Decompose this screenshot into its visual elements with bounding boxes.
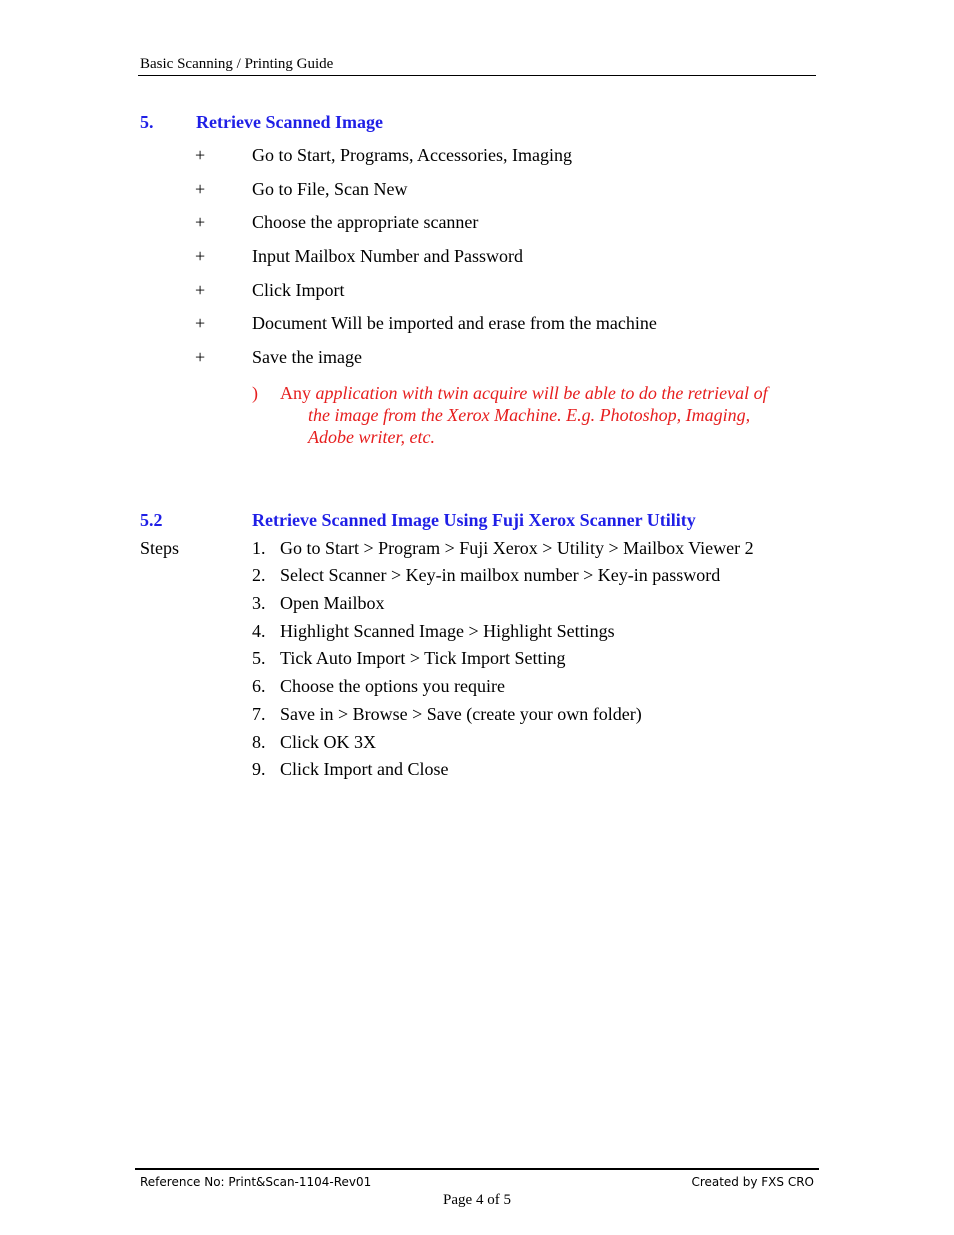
- note-line-3: Adobe writer, etc.: [308, 427, 435, 447]
- step-text: Highlight Scanned Image > Highlight Settings: [280, 621, 615, 641]
- step-number: 1.: [252, 538, 266, 558]
- section-5-number: 5.: [140, 112, 154, 132]
- step-text: Open Mailbox: [280, 593, 385, 613]
- bullet-item: Go to Start, Programs, Accessories, Imaging: [252, 145, 572, 165]
- running-header: Basic Scanning / Printing Guide: [140, 56, 334, 72]
- step-number: 7.: [252, 704, 266, 724]
- note-line-1: application with twin acquire will be able to do the retrieval of: [315, 383, 768, 403]
- bullet-mark: +: [195, 246, 206, 266]
- bullet-item: Input Mailbox Number and Password: [252, 246, 523, 266]
- bullet-mark: +: [195, 212, 206, 232]
- step-number: 8.: [252, 732, 266, 752]
- bullet-mark: +: [195, 280, 206, 300]
- step-text: Click OK 3X: [280, 732, 376, 752]
- header-rule: [138, 75, 816, 76]
- section-5-2-number: 5.2: [140, 510, 163, 530]
- steps-label: Steps: [140, 538, 180, 558]
- section-5-title: Retrieve Scanned Image: [196, 112, 383, 132]
- page-number: Page 4 of 5: [443, 1192, 511, 1208]
- step-number: 5.: [252, 648, 266, 668]
- step-text: Save in > Browse > Save (create your own folder): [280, 704, 642, 724]
- step-text: Select Scanner > Key-in mailbox number > Key-in password: [280, 565, 721, 585]
- step-number: 3.: [252, 593, 266, 613]
- bullet-mark: +: [195, 313, 206, 333]
- step-number: 9.: [252, 759, 266, 779]
- bullet-item: Document Will be imported and erase from the machine: [252, 313, 657, 333]
- step-text: Choose the options you require: [280, 676, 505, 696]
- bullet-mark: +: [195, 179, 206, 199]
- bullet-item: Click Import: [252, 280, 345, 300]
- bullet-item: Go to File, Scan New: [252, 179, 408, 199]
- step-text: Go to Start > Program > Fuji Xerox > Utility > Mailbox Viewer 2: [280, 538, 754, 558]
- footer-reference: Reference No: Print&Scan-1104-Rev01: [140, 1175, 372, 1189]
- step-number: 6.: [252, 676, 266, 696]
- step-number: 2.: [252, 565, 266, 585]
- bullet-mark: +: [195, 347, 206, 367]
- step-number: 4.: [252, 621, 266, 641]
- bullet-mark: +: [195, 145, 206, 165]
- bullet-item: Choose the appropriate scanner: [252, 212, 479, 232]
- section-5-2-title: Retrieve Scanned Image Using Fuji Xerox Scanner Utility: [252, 510, 696, 530]
- bullet-item: Save the image: [252, 347, 362, 367]
- step-text: Click Import and Close: [280, 759, 449, 779]
- note-line-2: the image from the Xerox Machine. E.g. Photoshop, Imaging,: [308, 405, 751, 425]
- note-mark: ): [252, 383, 258, 403]
- step-text: Tick Auto Import > Tick Import Setting: [280, 648, 566, 668]
- note-lead: Any: [280, 383, 316, 403]
- footer-rule: [135, 1168, 819, 1170]
- footer-created-by: Created by FXS CRO: [691, 1175, 814, 1189]
